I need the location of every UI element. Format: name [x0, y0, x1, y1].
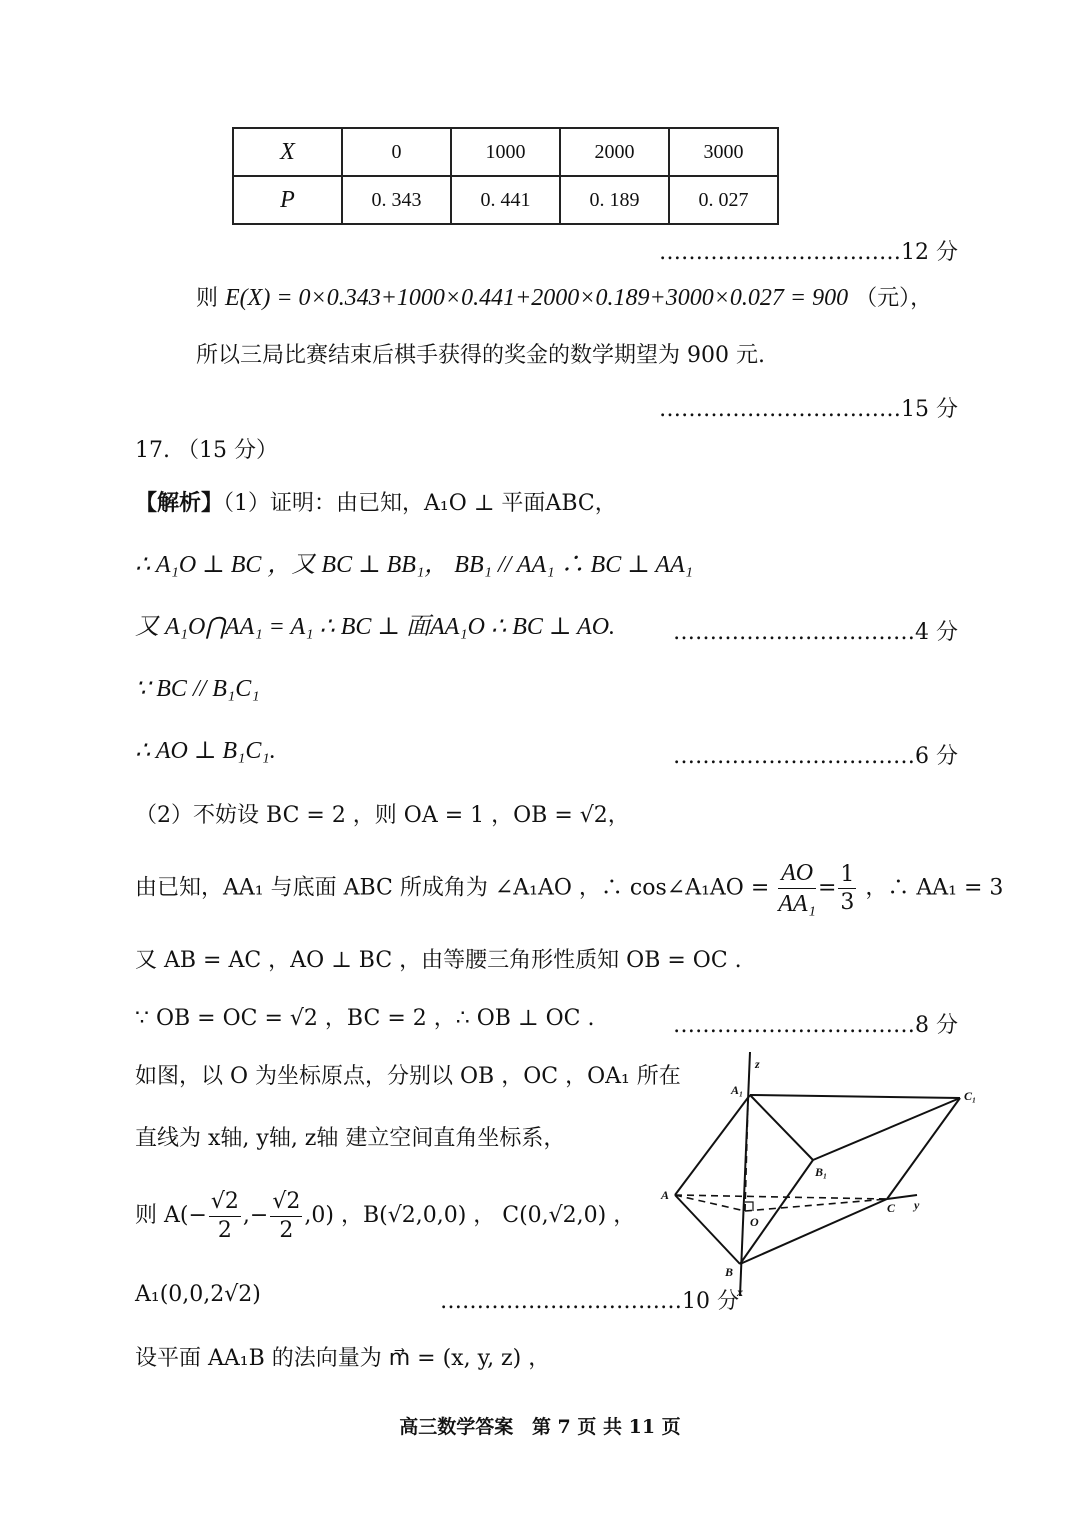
edge-a1-a	[675, 1095, 750, 1195]
table-cell: 0. 189	[560, 176, 669, 224]
conclusion-16: 所以三局比赛结束后棋手获得的奖金的数学期望为 900 元.	[196, 343, 765, 368]
label-y: y	[914, 1198, 920, 1212]
proof-line-3: 又 A₁O⋂AA₁ = A₁ ∴ BC ⊥ 面AA₁O ∴ BC ⊥ AO.	[135, 614, 616, 640]
fraction-numerator: √2	[209, 1188, 241, 1217]
table-cell: 1000	[451, 128, 560, 176]
score-marker-4	[673, 615, 958, 646]
label-c1: C₁	[964, 1089, 977, 1103]
equals-sign: =	[817, 875, 837, 901]
score-marker-6	[673, 739, 958, 770]
fraction-numerator: 1	[838, 861, 856, 890]
fraction-sqrt2-over-2	[209, 1188, 241, 1244]
score-dots: ……………………………	[673, 744, 915, 769]
normal-vector-line: 设平面 AA₁B 的法向量为 m⃗ = (x, y, z) ，	[135, 1346, 551, 1371]
part2-line-10: 如图，以 O 为坐标原点，分别以 OB ，OC ，OA₁ 所在	[135, 1064, 681, 1089]
fraction-denominator: AA₁	[778, 891, 816, 917]
fraction-numerator: √2	[270, 1188, 302, 1217]
question-17-header: 17. （15 分）	[135, 438, 278, 463]
edge-a1-c1	[750, 1095, 960, 1098]
score-label: 6 分	[915, 744, 958, 769]
table-row-probabilities	[233, 176, 778, 224]
score-dots: ……………………………	[440, 1289, 682, 1314]
score-dots: ……………………………	[673, 620, 915, 645]
fraction-denominator: 2	[279, 1217, 294, 1243]
label-x: x	[737, 1285, 743, 1299]
y-axis-line	[887, 1195, 917, 1199]
aa1-result: ，∴ AA₁ = 3	[865, 875, 1004, 901]
label-b: B	[725, 1265, 734, 1279]
table-cell: X	[233, 128, 342, 176]
label-o: O	[750, 1215, 759, 1229]
fraction-numerator: AO	[778, 858, 816, 889]
footer-title: 高三数学答案	[399, 1416, 514, 1438]
table-cell: 0. 343	[342, 176, 451, 224]
distribution-table	[232, 127, 779, 225]
score-dots: ……………………………	[659, 240, 901, 265]
proof-line-2: ∴ A₁O ⊥ BC ，又 BC ⊥ BB₁， BB₁ // AA₁ ∴ BC ⊥ AA₁	[135, 552, 694, 578]
edge-a-c-hidden	[675, 1195, 887, 1199]
coordinates-line	[135, 1188, 635, 1244]
edge-a1-b1	[750, 1095, 813, 1160]
coord-a1-line: A₁(0,0,2√2)	[135, 1282, 261, 1307]
table-cell: 0. 027	[669, 176, 778, 224]
label-b1: B₁	[815, 1165, 828, 1179]
table-row-values	[233, 128, 778, 176]
table-cell: P	[233, 176, 342, 224]
segment-a-o-hidden	[675, 1195, 745, 1211]
label-c: C	[887, 1201, 896, 1215]
score-label: 10 分	[682, 1289, 739, 1314]
score-label: 4 分	[915, 620, 958, 645]
table-cell: 3000	[669, 128, 778, 176]
fraction-one-third	[838, 861, 856, 917]
page-footer	[0, 1412, 1080, 1439]
coord-b-c: ,0) ，B(√2,0,0) ， C(0,√2,0) ，	[304, 1203, 636, 1228]
score-label: 12 分	[901, 240, 958, 265]
analysis-line-1	[135, 490, 617, 517]
expectation-unit: （元），	[855, 286, 933, 311]
label-a1: A₁	[731, 1083, 744, 1097]
proof-line-4: ∵ BC // B₁C₁	[135, 676, 260, 702]
expectation-line	[196, 284, 932, 313]
part2-line-8: 又 AB = AC ，AO ⊥ BC ，由等腰三角形性质知 OB = OC .	[135, 948, 742, 973]
part2-line-6: （2）不妨设 BC = 2 ，则 OA = 1 ，OB = √2，	[135, 803, 630, 828]
fraction-denominator: 2	[217, 1217, 232, 1243]
prism-figure	[655, 1052, 985, 1300]
table-cell: 0	[342, 128, 451, 176]
expectation-formula: E(X) = 0×0.343+1000×0.441+2000×0.189+3000×0.027 = 900	[225, 285, 849, 311]
coord-a-mid: ,−	[242, 1203, 269, 1228]
label-a: A	[661, 1188, 670, 1202]
score-dots: ……………………………	[673, 1013, 915, 1038]
score-dots: ……………………………	[659, 397, 901, 422]
table-cell: 2000	[560, 128, 669, 176]
table-cell: 0. 441	[451, 176, 560, 224]
edge-a-b	[675, 1195, 740, 1264]
expectation-prefix: 则	[196, 286, 219, 311]
footer-page-number: 第 7 页 共 11 页	[531, 1416, 681, 1438]
score-marker-15	[659, 392, 958, 423]
part2-line-9: ∵ OB = OC = √2 ，BC = 2 ，∴ OB ⊥ OC .	[135, 1006, 595, 1031]
analysis-text: （1）证明：由已知，A₁O ⊥ 平面ABC，	[223, 491, 617, 516]
analysis-label: 【解析】	[135, 490, 224, 516]
score-marker-12	[659, 235, 958, 266]
label-z: z	[755, 1057, 760, 1071]
part2-line-11: 直线为 x轴, y轴, z轴 建立空间直角坐标系，	[135, 1126, 566, 1151]
score-marker-8	[673, 1008, 958, 1039]
part2-line-7	[135, 858, 1003, 919]
fraction-sqrt2-over-2	[270, 1188, 302, 1244]
fraction-denominator: 3	[840, 890, 855, 915]
score-label: 15 分	[901, 397, 958, 422]
proof-line-5: ∴ AO ⊥ B₁C₁.	[135, 738, 276, 764]
coord-a-prefix: 则 A(−	[135, 1203, 207, 1228]
fraction-ao-aa1	[778, 858, 816, 919]
score-label: 8 分	[915, 1013, 958, 1038]
angle-text: 由已知，AA₁ 与底面 ABC 所成角为 ∠A₁AO ，∴ cos∠A₁AO =	[135, 875, 770, 901]
